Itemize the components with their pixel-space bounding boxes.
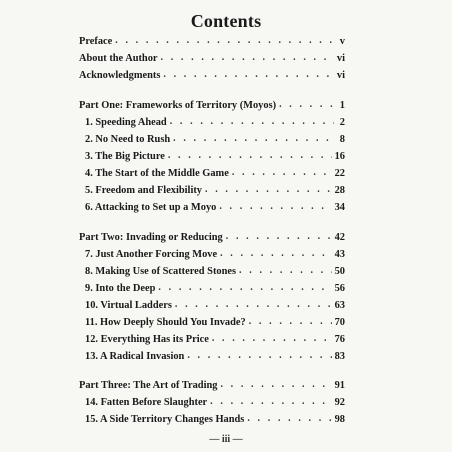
dot-leader — [168, 151, 332, 161]
toc-label: 15. A Side Territory Changes Hands — [85, 414, 245, 425]
toc-page-number: vi — [336, 70, 345, 81]
toc-label: 14. Fatten Before Slaughter — [85, 397, 208, 408]
toc-entry-chapter-6 — [85, 198, 345, 214]
dot-leader — [239, 266, 332, 276]
toc-entry-chapter-5 — [85, 181, 345, 197]
dot-leader — [232, 168, 332, 178]
toc-entry-chapter-1 — [85, 113, 345, 129]
toc-label: About the Author — [79, 53, 158, 64]
dot-leader — [173, 134, 334, 144]
toc-label: 13. A Radical Invasion — [85, 351, 185, 362]
dot-leader — [249, 317, 332, 327]
toc-label: 1. Speeding Ahead — [85, 117, 167, 128]
toc-label: 3. The Big Picture — [85, 151, 165, 162]
toc-entry-chapter-12 — [85, 330, 345, 346]
toc-page-number: vi — [336, 53, 345, 64]
toc-page-number: 2 — [339, 117, 345, 128]
toc-page-number: 98 — [334, 414, 345, 425]
toc-entry-chapter-15 — [85, 410, 345, 426]
toc-label: Preface — [79, 36, 113, 47]
dot-leader — [210, 397, 331, 407]
dot-leader — [220, 380, 331, 390]
toc-entry-preface — [79, 32, 345, 48]
toc-entry-chapter-8 — [85, 262, 345, 278]
toc-entry-chapter-4 — [85, 164, 345, 180]
toc-page-number: 22 — [334, 168, 345, 179]
toc-entry-chapter-14 — [85, 393, 345, 409]
toc-entry-chapter-10 — [85, 296, 345, 312]
toc-entry-chapter-11 — [85, 313, 345, 329]
toc-label: Part Three: The Art of Trading — [79, 380, 218, 391]
toc-label: 9. Into the Deep — [85, 283, 156, 294]
toc-page-number: 91 — [334, 380, 345, 391]
toc-label: 2. No Need to Rush — [85, 134, 171, 145]
toc-page-number: 92 — [334, 397, 345, 408]
toc-page-number: 1 — [339, 100, 345, 111]
toc-entry-acknowledgments — [79, 66, 345, 82]
toc-page-number: 8 — [339, 134, 345, 145]
toc-page-number: 34 — [334, 202, 345, 213]
toc-label: 4. The Start of the Middle Game — [85, 168, 229, 179]
toc-entry-part-one — [79, 96, 345, 112]
toc-entry-chapter-3 — [85, 147, 345, 163]
toc-label: 7. Just Another Forcing Move — [85, 249, 218, 260]
toc-entry-about-author — [79, 49, 345, 65]
page-number-footer: — iii — — [209, 434, 243, 445]
dot-leader — [170, 117, 334, 127]
dot-leader — [115, 36, 334, 46]
toc-page-number: 63 — [334, 300, 345, 311]
toc-entry-chapter-7 — [85, 245, 345, 261]
dot-leader — [219, 202, 331, 212]
contents-title: Contents — [190, 11, 262, 31]
toc-page-number: 76 — [334, 334, 345, 345]
toc-page-number: 83 — [334, 351, 345, 362]
toc-page-number: 16 — [334, 151, 345, 162]
toc-label: Part Two: Invading or Reducing — [79, 232, 223, 243]
dot-leader — [158, 283, 331, 293]
toc-page-number: 28 — [334, 185, 345, 196]
toc-entry-part-two — [79, 228, 345, 244]
dot-leader — [187, 351, 331, 361]
toc-page-number: 50 — [334, 266, 345, 277]
dot-leader — [205, 185, 332, 195]
dot-leader — [212, 334, 332, 344]
toc-entry-chapter-9 — [85, 279, 345, 295]
toc-page-number: v — [339, 36, 345, 47]
toc-entry-part-three — [79, 376, 345, 392]
dot-leader — [175, 300, 332, 310]
dot-leader — [161, 53, 334, 63]
toc-entry-chapter-13 — [85, 347, 345, 363]
toc-label: 8. Making Use of Scattered Stones — [85, 266, 237, 277]
dot-leader — [247, 414, 331, 424]
toc-page-number: 43 — [334, 249, 345, 260]
toc-page-number: 56 — [334, 283, 345, 294]
toc-entry-chapter-2 — [85, 130, 345, 146]
toc-label: 5. Freedom and Flexibility — [85, 185, 202, 196]
toc-label: Acknowledgments — [79, 70, 161, 81]
toc-page-number: 42 — [334, 232, 345, 243]
dot-leader — [163, 70, 334, 80]
toc-label: 11. How Deeply Should You Invade? — [85, 317, 246, 328]
toc-label: 6. Attacking to Set up a Moyo — [85, 202, 217, 213]
toc-label: Part One: Frameworks of Territory (Moyos) — [79, 100, 277, 111]
dot-leader — [220, 249, 332, 259]
toc-label: 12. Everything Has its Price — [85, 334, 209, 345]
dot-leader — [226, 232, 332, 242]
toc-page-number: 70 — [334, 317, 345, 328]
toc-label: 10. Virtual Ladders — [85, 300, 172, 311]
dot-leader — [279, 100, 334, 110]
